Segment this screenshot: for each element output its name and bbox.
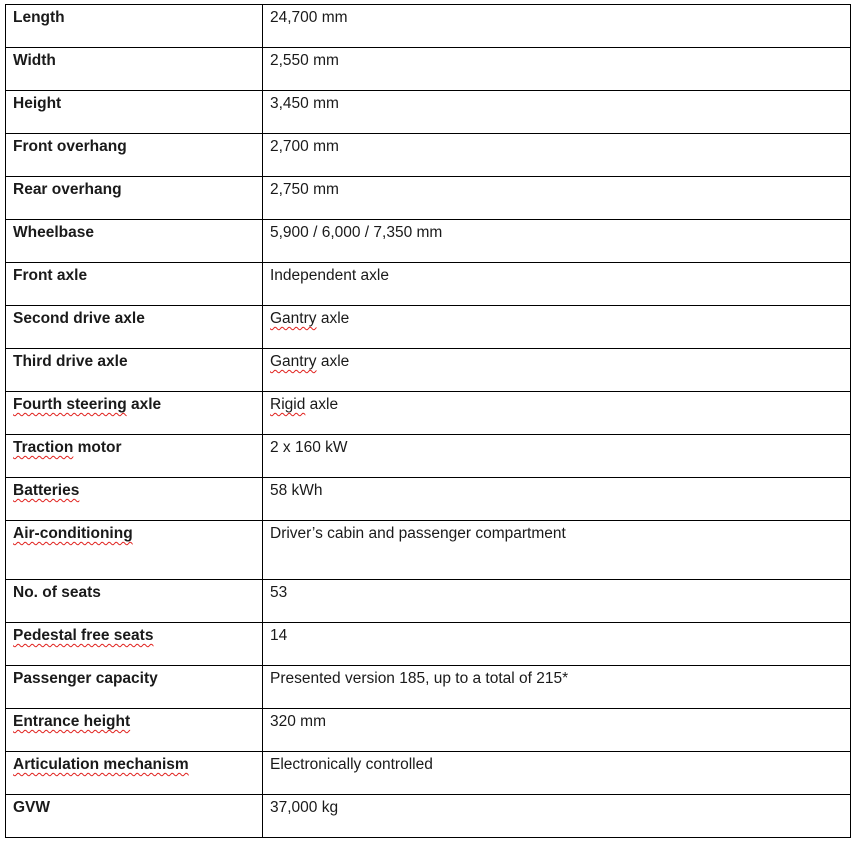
table-row xyxy=(6,263,851,306)
row-value: 3,450 mm xyxy=(263,91,851,134)
row-label xyxy=(6,435,263,478)
row-label xyxy=(6,752,263,795)
row-value: Driver’s cabin and passenger compartment xyxy=(263,521,851,580)
table-row xyxy=(6,795,851,838)
row-value: Electronically controlled xyxy=(263,752,851,795)
spellcheck-word: Pedestal free seats xyxy=(13,627,154,644)
spellcheck-word: Traction xyxy=(13,439,74,456)
row-label xyxy=(6,478,263,521)
row-value: 2,750 mm xyxy=(263,177,851,220)
row-value xyxy=(263,392,851,435)
spellcheck-word: Gantry xyxy=(270,353,317,370)
spellcheck-word: Air-conditioning xyxy=(13,525,133,542)
row-value: 53 xyxy=(263,580,851,623)
row-label: Wheelbase xyxy=(6,220,263,263)
label-rest: motor xyxy=(73,439,122,456)
table-row xyxy=(6,349,851,392)
table-row xyxy=(6,666,851,709)
table-row xyxy=(6,435,851,478)
row-label: Third drive axle xyxy=(6,349,263,392)
row-value xyxy=(263,306,851,349)
row-label: Passenger capacity xyxy=(6,666,263,709)
spellcheck-word: Entrance height xyxy=(13,713,131,730)
row-label: Second drive axle xyxy=(6,306,263,349)
value-rest: axle xyxy=(316,353,350,370)
spellcheck-word: Articulation mechanism xyxy=(13,756,189,773)
row-value: 320 mm xyxy=(263,709,851,752)
row-value: 58 kWh xyxy=(263,478,851,521)
row-label: Rear overhang xyxy=(6,177,263,220)
table-row xyxy=(6,177,851,220)
row-label xyxy=(6,392,263,435)
table-row xyxy=(6,91,851,134)
row-value: 2,550 mm xyxy=(263,48,851,91)
row-value xyxy=(263,349,851,392)
spec-table xyxy=(5,4,851,838)
row-label: No. of seats xyxy=(6,580,263,623)
table-row xyxy=(6,521,851,580)
table-row xyxy=(6,709,851,752)
row-value: Presented version 185, up to a total of 215* xyxy=(263,666,851,709)
table-row xyxy=(6,580,851,623)
row-label: Length xyxy=(6,5,263,48)
table-row xyxy=(6,392,851,435)
table-row xyxy=(6,752,851,795)
row-label: Width xyxy=(6,48,263,91)
spellcheck-word: Fourth steering xyxy=(13,396,127,413)
label-rest: axle xyxy=(126,396,162,413)
row-value: 5,900 / 6,000 / 7,350 mm xyxy=(263,220,851,263)
value-rest: axle xyxy=(305,396,339,413)
row-label: Front axle xyxy=(6,263,263,306)
table-row xyxy=(6,306,851,349)
row-value: 37,000 kg xyxy=(263,795,851,838)
spellcheck-word: Batteries xyxy=(13,482,80,499)
row-label xyxy=(6,521,263,580)
row-label: Height xyxy=(6,91,263,134)
row-value: 24,700 mm xyxy=(263,5,851,48)
table-row xyxy=(6,134,851,177)
row-value: Independent axle xyxy=(263,263,851,306)
row-value: 2,700 mm xyxy=(263,134,851,177)
row-value: 2 x 160 kW xyxy=(263,435,851,478)
table-row xyxy=(6,5,851,48)
row-label xyxy=(6,623,263,666)
row-value: 14 xyxy=(263,623,851,666)
row-label: Front overhang xyxy=(6,134,263,177)
table-row xyxy=(6,478,851,521)
table-row xyxy=(6,48,851,91)
value-rest: axle xyxy=(316,310,350,327)
spellcheck-word: Gantry xyxy=(270,310,317,327)
table-row xyxy=(6,220,851,263)
spellcheck-word: Rigid xyxy=(270,396,306,413)
table-row xyxy=(6,623,851,666)
row-label: GVW xyxy=(6,795,263,838)
row-label xyxy=(6,709,263,752)
